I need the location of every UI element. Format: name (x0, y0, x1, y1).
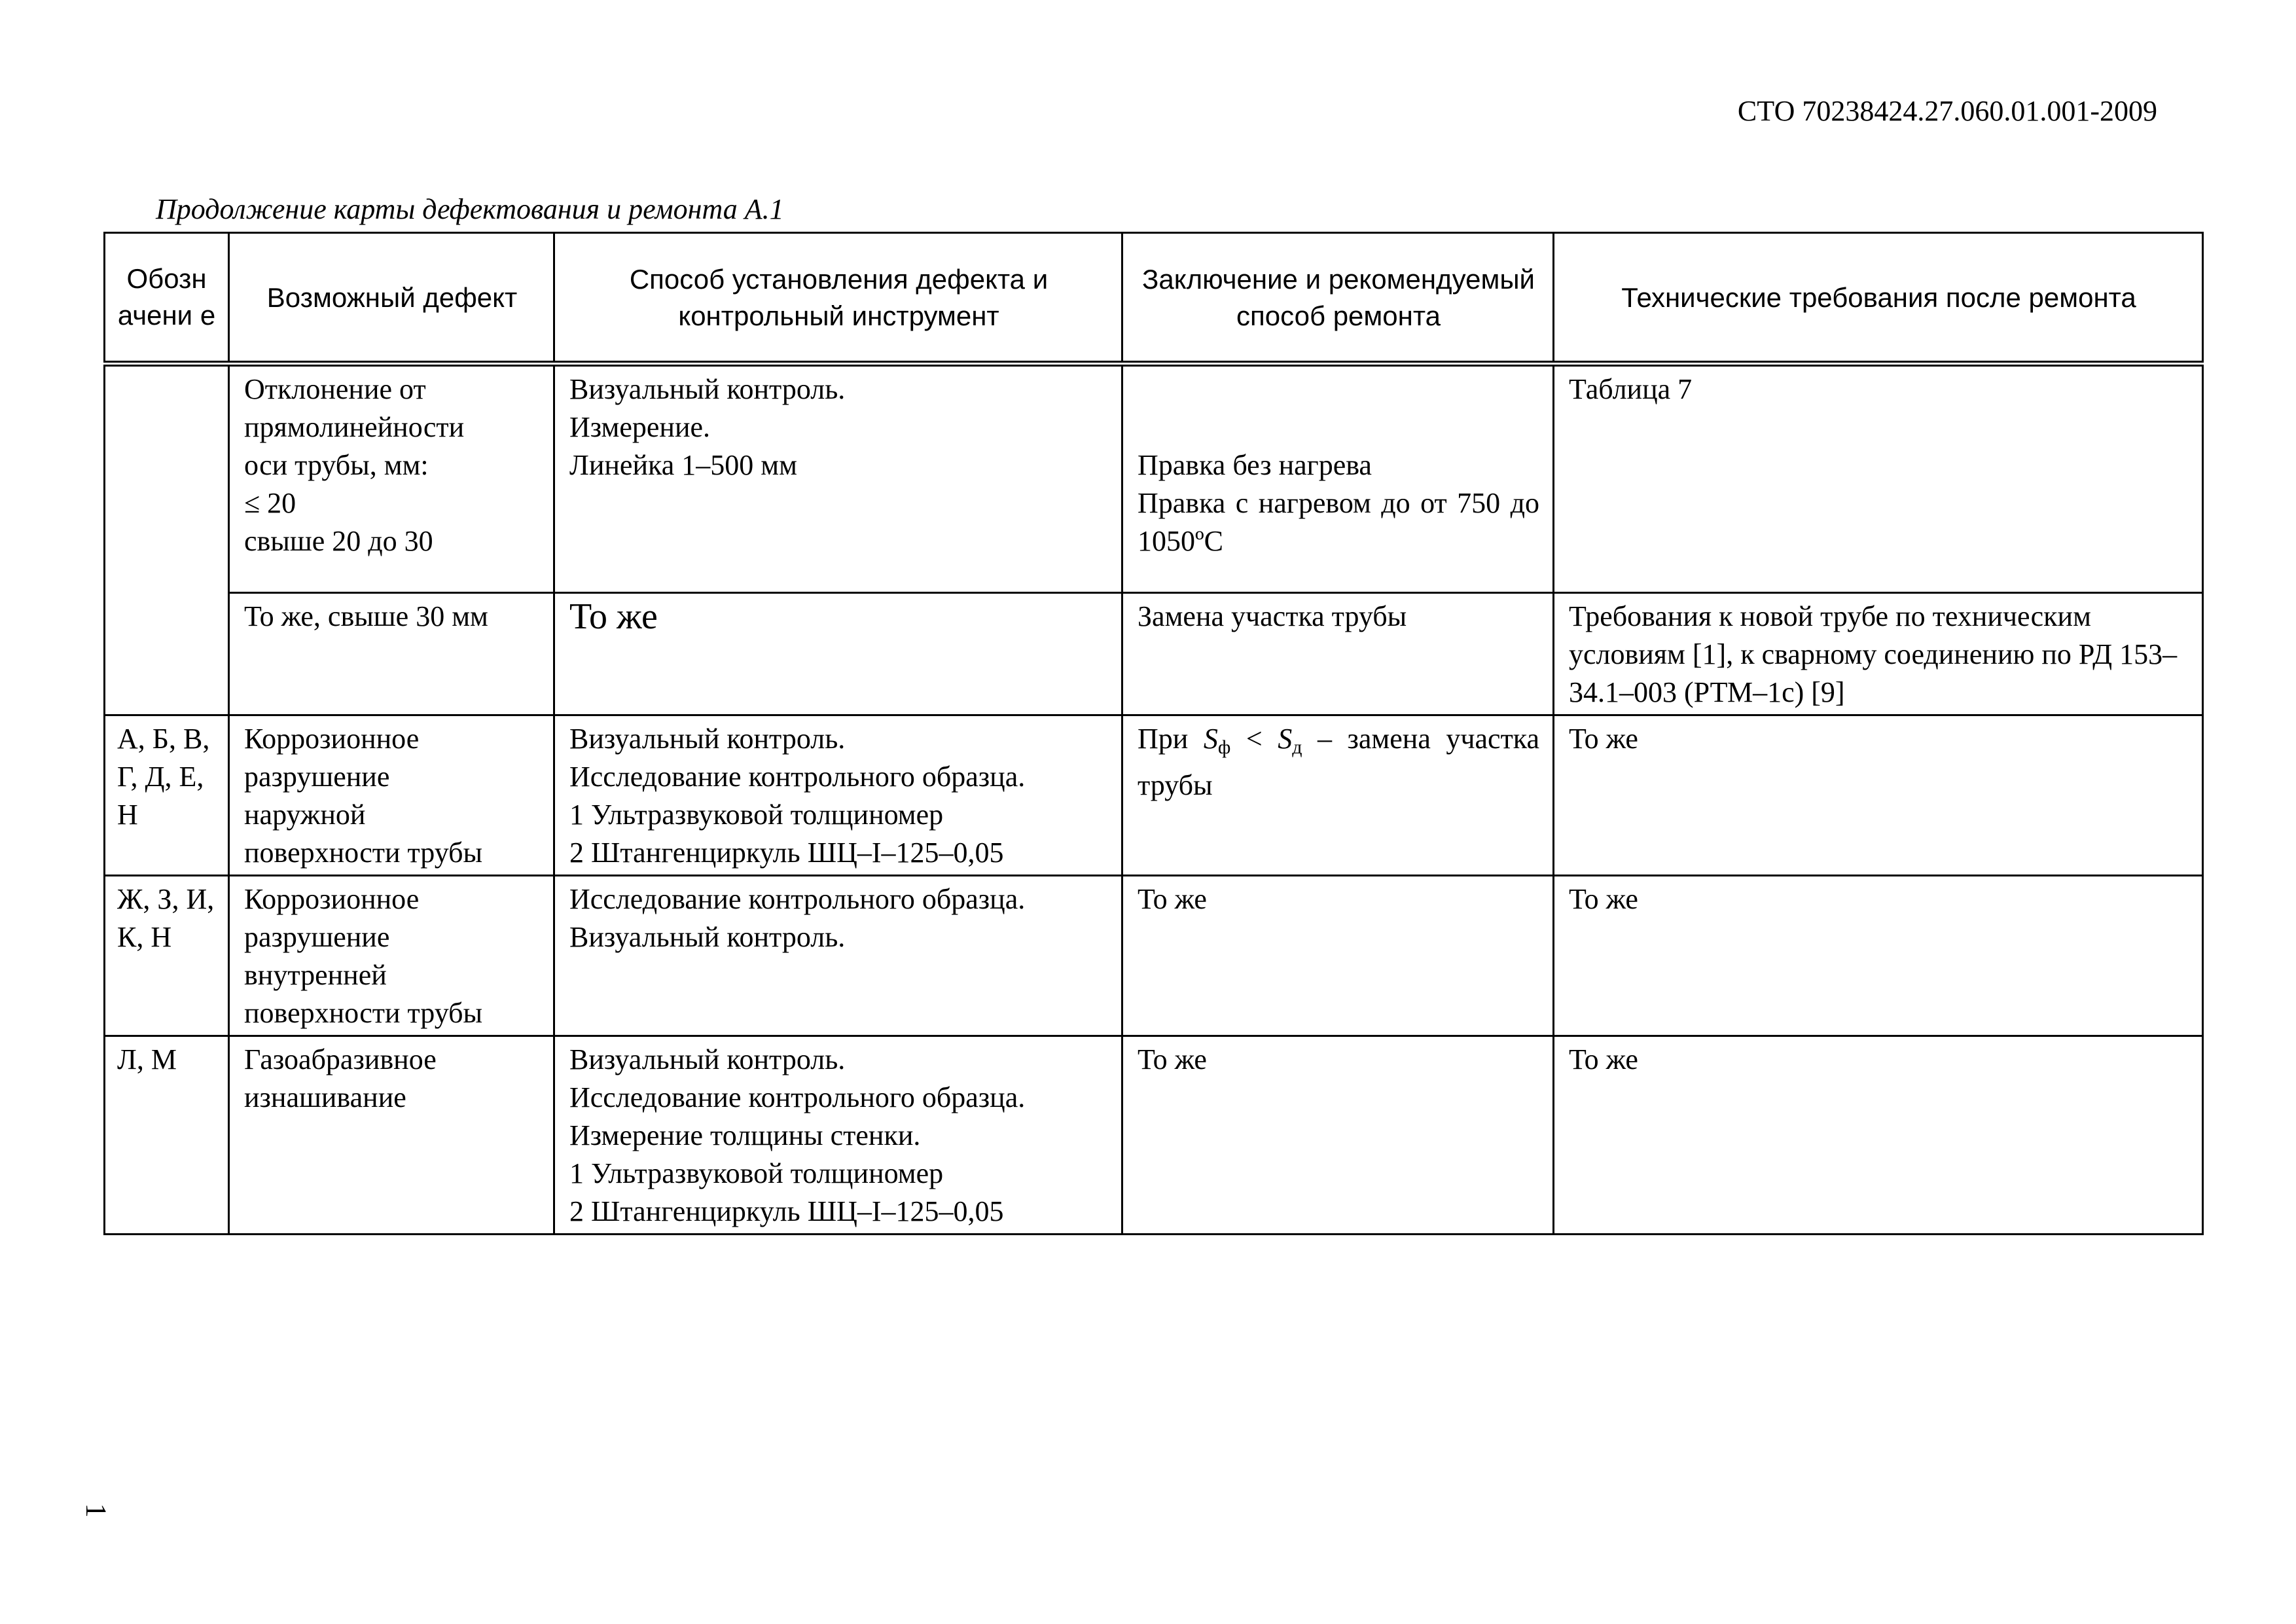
conclusion-line: Замена участка трубы (1138, 600, 1407, 632)
cell-conclusion (1122, 593, 1554, 715)
conclusion-pre: При (1138, 723, 1189, 755)
table-caption: Продолжение карты дефектования и ремонта А.1 (156, 193, 784, 225)
cell-requirements: Таблица 7 (1554, 364, 2203, 593)
header-defect: Возможный дефект (229, 233, 554, 364)
operator-less: < (1246, 723, 1263, 755)
conclusion-post: – замена участка трубы (1138, 723, 1547, 801)
cell-defect (229, 593, 554, 715)
table-row (105, 715, 2203, 876)
table-row (105, 364, 2203, 593)
defect-line: Коррозионное (244, 883, 420, 915)
defect-line: То же, свыше 30 мм (244, 600, 488, 632)
method-line: Измерение толщины стенки. (569, 1119, 921, 1151)
cell-requirements: Требования к новой трубе по техническим условиям [1], к сварному соединению по РД 153–34.1–003 (РТМ–1с) [9] (1554, 593, 2203, 715)
cell-conclusion (1122, 715, 1554, 876)
method-line: 1 Ультразвуковой толщиномер (569, 1157, 944, 1189)
method-line: Линейка 1–500 мм (569, 449, 797, 481)
method-line: Исследование контрольного образца. (569, 1081, 1026, 1113)
defect-repair-table (103, 232, 2204, 1235)
header-code: Обозн ачени е (105, 233, 229, 364)
symbol-s-allowed: S (1278, 723, 1293, 755)
cell-conclusion (1122, 364, 1554, 593)
cell-conclusion (1122, 1036, 1554, 1235)
header-conclusion: Заключение и рекомендуемый способ ремонта (1122, 233, 1554, 364)
conclusion-line: То же (1138, 1043, 1207, 1075)
method-line: Визуальный контроль. (569, 921, 846, 953)
method-line: 2 Штангенциркуль ШЦ–I–125–0,05 (569, 837, 1004, 869)
method-line: Исследование контрольного образца. (569, 883, 1026, 915)
cell-code (105, 364, 229, 715)
method-line: 1 Ультразвуковой толщиномер (569, 799, 944, 831)
header-method: Способ установления дефекта и контрольный инструмент (554, 233, 1122, 364)
table-row (105, 593, 2203, 715)
defect-line: наружной (244, 799, 366, 831)
defect-line: свыше 20 до 30 (244, 525, 433, 557)
header-requirements: Технические требования после ремонта (1554, 233, 2203, 364)
defect-line: разрушение (244, 921, 390, 953)
cell-defect (229, 715, 554, 876)
cell-method (554, 593, 1122, 715)
defect-line: Коррозионное (244, 723, 420, 755)
method-line: 2 Штангенциркуль ШЦ–I–125–0,05 (569, 1195, 1004, 1227)
defect-line: оси трубы, мм: (244, 449, 429, 481)
cell-requirements: То же (1554, 1036, 2203, 1235)
cell-code: А, Б, В, Г, Д, Е, Н (105, 715, 229, 876)
defect-line: поверхности трубы (244, 997, 483, 1029)
conclusion-line: То же (1138, 883, 1207, 915)
cell-conclusion (1122, 876, 1554, 1036)
defect-line: изнашивание (244, 1081, 406, 1113)
conclusion-line: Правка без нагрева (1138, 449, 1372, 481)
document-code: СТО 70238424.27.060.01.001-2009 (1737, 95, 2157, 127)
cell-method (554, 364, 1122, 593)
cell-method (554, 1036, 1122, 1235)
cell-method (554, 876, 1122, 1036)
subscript-f: ф (1217, 736, 1231, 758)
defect-line: прямолинейности (244, 411, 465, 443)
defect-line: Газоабразивное (244, 1043, 437, 1075)
cell-defect (229, 1036, 554, 1235)
conclusion-formula (1138, 720, 1547, 804)
table-row (105, 1036, 2203, 1235)
defect-line: ≤ 20 (244, 487, 296, 519)
method-line: Визуальный контроль. (569, 1043, 846, 1075)
cell-code: Ж, З, И, К, Н (105, 876, 229, 1036)
table-header-row (105, 233, 2203, 364)
cell-method (554, 715, 1122, 876)
cell-code: Л, М (105, 1036, 229, 1235)
method-line: Визуальный контроль. (569, 373, 846, 405)
defect-line: разрушение (244, 761, 390, 793)
table-row (105, 876, 2203, 1036)
cell-defect (229, 364, 554, 593)
defect-line: поверхности трубы (244, 837, 483, 869)
method-line: Исследование контрольного образца. (569, 761, 1026, 793)
method-line: Измерение. (569, 411, 711, 443)
defect-line: внутренней (244, 959, 387, 991)
page-number: 1 (80, 1503, 113, 1518)
method-line: То же (569, 596, 658, 637)
cell-defect (229, 876, 554, 1036)
symbol-s-actual: S (1203, 723, 1218, 755)
conclusion-line: Правка с нагревом до от 750 до 1050ºС (1138, 487, 1547, 557)
cell-requirements: То же (1554, 715, 2203, 876)
subscript-d: д (1292, 736, 1302, 758)
cell-requirements: То же (1554, 876, 2203, 1036)
method-line: Визуальный контроль. (569, 723, 846, 755)
defect-line: Отклонение от (244, 373, 426, 405)
